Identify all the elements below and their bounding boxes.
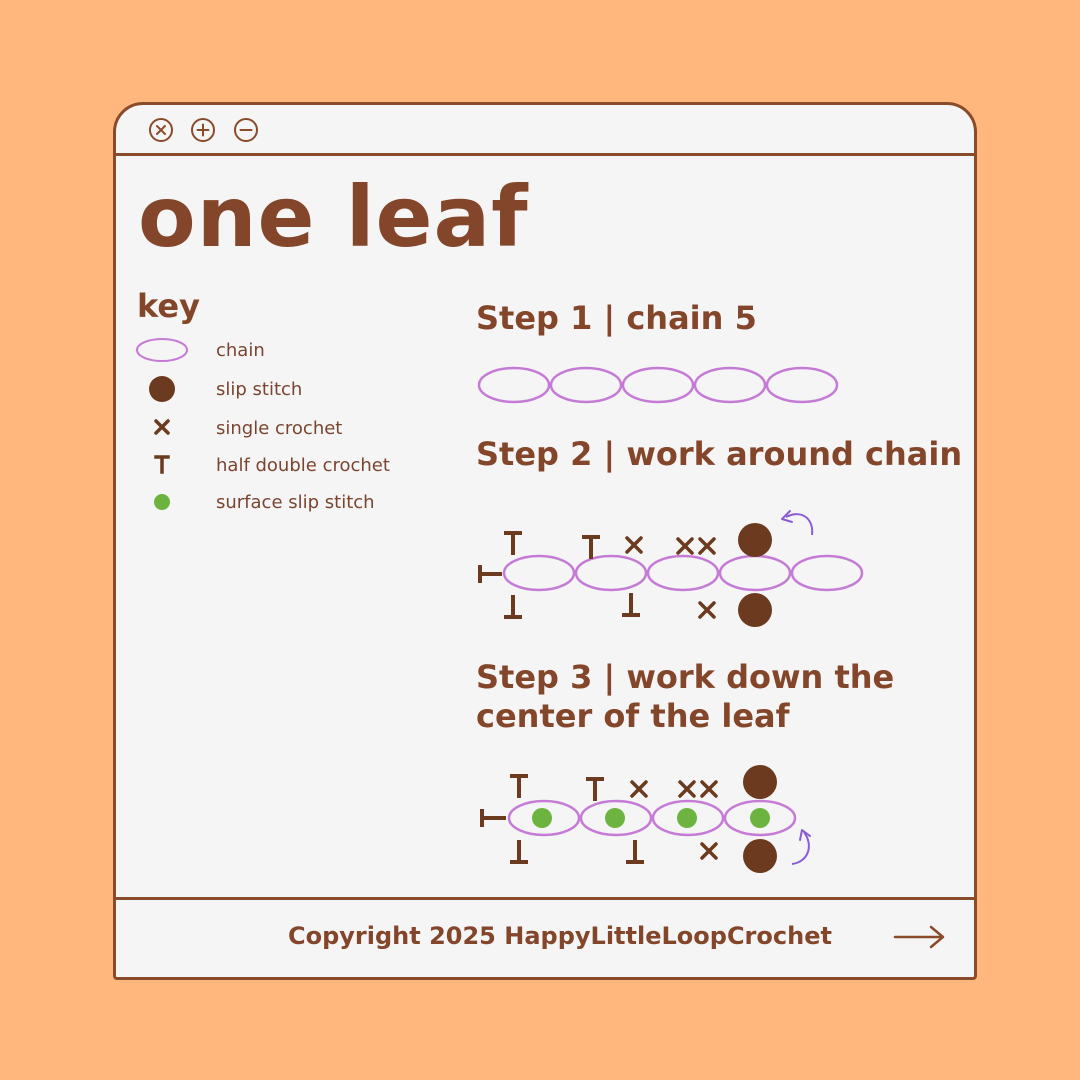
single-crochet-stitch [680, 782, 694, 796]
slip-stitch [738, 593, 772, 627]
half-double-crochet-stitch [504, 533, 522, 555]
copyright-text: Copyright 2025 HappyLittleLoopCrochet [288, 922, 832, 950]
slip-stitch-symbol-icon [136, 374, 190, 404]
step-3-diagram [472, 760, 852, 880]
single-crochet-stitch [632, 782, 646, 796]
chain-stitch [479, 368, 549, 402]
minus-icon [236, 120, 256, 140]
key-item-single-crochet [116, 413, 446, 443]
title-bar [116, 105, 974, 156]
surface-slip-stitch-symbol-icon [136, 487, 190, 517]
close-icon [151, 120, 171, 140]
arrow-right-icon[interactable] [893, 924, 947, 950]
step-3-title-line-1: Step 3 | work down the [476, 658, 895, 696]
chain-stitch [695, 368, 765, 402]
minimize-button[interactable] [234, 118, 258, 142]
page-title: one leaf [138, 168, 529, 266]
half-double-crochet-stitch [480, 565, 502, 583]
half-double-crochet-stitch [622, 593, 640, 615]
chain-symbol-icon [136, 335, 190, 365]
step-2-diagram [472, 503, 872, 633]
single-crochet-stitch [678, 539, 692, 553]
chain-stitch [623, 368, 693, 402]
surface-slip-stitch [677, 808, 697, 828]
step-1-title: Step 1 | chain 5 [476, 299, 757, 337]
key-label-surface-slip-stitch: surface slip stitch [216, 492, 375, 513]
app-window [113, 102, 977, 980]
half-double-crochet-stitch [510, 840, 528, 862]
turn-arrow-icon [786, 514, 812, 535]
key-item-chain [116, 335, 446, 365]
footer [116, 897, 974, 977]
single-crochet-stitch [700, 603, 714, 617]
chain-stitch [576, 556, 646, 590]
chain-stitch [551, 368, 621, 402]
step-2-title: Step 2 | work around chain [476, 435, 963, 473]
single-crochet-stitch [627, 538, 641, 552]
close-button[interactable] [149, 118, 173, 142]
maximize-button[interactable] [191, 118, 215, 142]
key-item-surface-slip-stitch [116, 487, 446, 517]
key-label-half-double-crochet: half double crochet [216, 455, 390, 476]
key-heading: key [137, 287, 200, 325]
chain-stitch [648, 556, 718, 590]
slip-stitch [743, 765, 777, 799]
single-crochet-stitch [702, 782, 716, 796]
half-double-crochet-stitch [510, 776, 528, 798]
slip-stitch [738, 523, 772, 557]
half-double-crochet-stitch [626, 840, 644, 862]
key-item-slip-stitch [116, 374, 446, 404]
plus-icon [193, 120, 213, 140]
chain-stitch [504, 556, 574, 590]
half-double-crochet-stitch [586, 779, 604, 801]
half-double-crochet-stitch [582, 537, 600, 559]
key-item-half-double-crochet [116, 450, 446, 480]
single-crochet-stitch [702, 844, 716, 858]
step-3-title [476, 658, 894, 736]
half-double-crochet-stitch [504, 595, 522, 617]
single-crochet-symbol-icon [136, 413, 190, 443]
surface-slip-stitch [532, 808, 552, 828]
key-label-slip-stitch: slip stitch [216, 379, 303, 400]
slip-stitch [743, 839, 777, 873]
chain-stitch [767, 368, 837, 402]
chain-stitch [720, 556, 790, 590]
key-label-chain: chain [216, 340, 265, 361]
half-double-crochet-stitch [482, 809, 506, 827]
half-double-crochet-symbol-icon [136, 450, 190, 480]
surface-slip-stitch [605, 808, 625, 828]
key-label-single-crochet: single crochet [216, 418, 343, 439]
chain-stitch [792, 556, 862, 590]
surface-slip-stitch [750, 808, 770, 828]
step-1-diagram [472, 360, 842, 410]
step-3-title-line-2: center of the leaf [476, 697, 790, 735]
single-crochet-stitch [700, 539, 714, 553]
